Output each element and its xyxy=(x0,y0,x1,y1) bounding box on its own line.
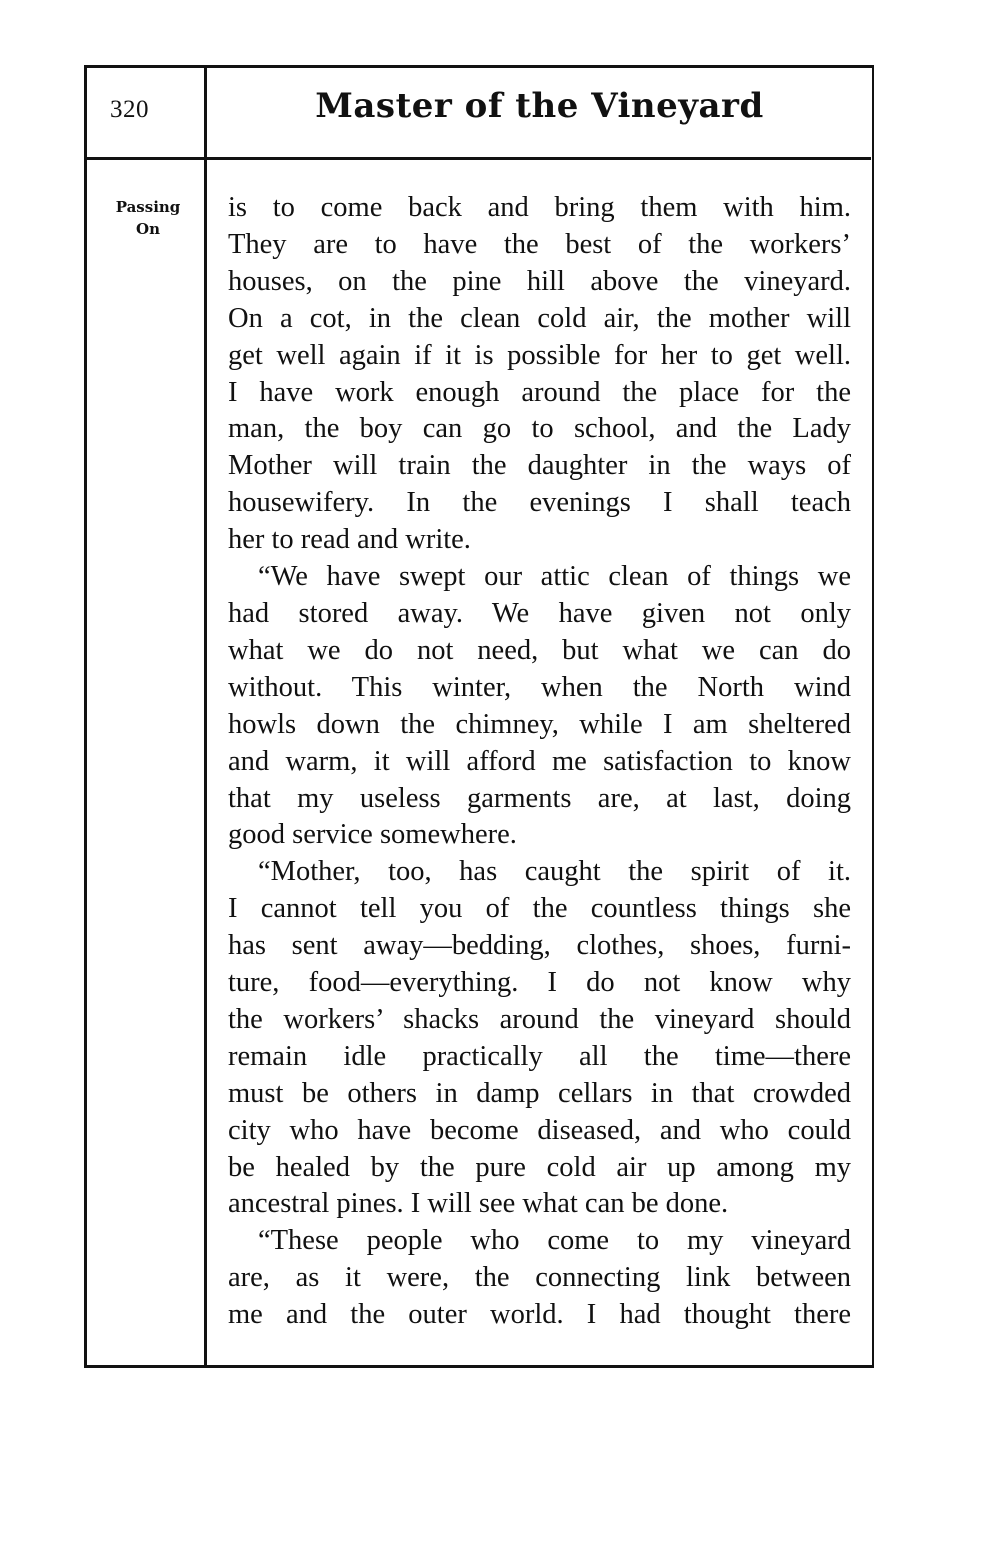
text-line: are, as it were, the connecting link between xyxy=(228,1262,851,1294)
text-line: without. This winter, when the North wind xyxy=(228,671,851,703)
text-line: what we do not need, but what we can do xyxy=(228,634,851,666)
text-line: is to come back and bring them with him. xyxy=(228,192,851,223)
margin-note-line-2: On xyxy=(136,220,160,238)
text-line: has sent away—bedding, clothes, shoes, furni- xyxy=(228,930,851,962)
text-line: remain idle practically all the time—there xyxy=(228,1040,851,1072)
text-line: and warm, it will afford me satisfaction to know xyxy=(228,745,851,777)
text-line: city who have become diseased, and who could xyxy=(228,1114,851,1146)
text-line: housewifery. In the evenings I shall teach xyxy=(228,487,851,519)
text-line: howls down the chimney, while I am sheltered xyxy=(228,708,851,740)
body-text xyxy=(228,190,851,1334)
text-line: “We have swept our attic clean of things we xyxy=(258,561,851,593)
text-line: houses, on the pine hill above the vineyard. xyxy=(228,265,851,297)
text-line: “Mother, too, has caught the spirit of it. xyxy=(258,856,851,888)
text-line: ture, food—everything. I do not know why xyxy=(228,967,851,999)
page-number: 320 xyxy=(110,96,149,123)
header-divider xyxy=(84,157,871,160)
margin-note xyxy=(100,196,196,240)
text-line: the workers’ shacks around the vineyard should xyxy=(228,1003,851,1035)
text-line: had stored away. We have given not only xyxy=(228,597,851,629)
text-line: I have work enough around the place for the xyxy=(228,376,851,408)
text-line: must be others in damp cellars in that crowded xyxy=(228,1077,851,1109)
text-line: get well again if it is possible for her to get well. xyxy=(228,339,851,371)
margin-divider xyxy=(204,68,207,1365)
text-line: ancestral pines. I will see what can be done. xyxy=(228,1188,729,1220)
text-line: man, the boy can go to school, and the Lady xyxy=(228,413,851,445)
text-line: Mother will train the daughter in the ways of xyxy=(228,450,851,482)
text-line: I cannot tell you of the countless things she xyxy=(228,893,851,925)
text-line: her to read and write. xyxy=(228,524,471,556)
running-title: Master of the Vineyard xyxy=(315,86,764,126)
text-line: On a cot, in the clean cold air, the mother will xyxy=(228,302,851,334)
margin-note-line-1: Passing xyxy=(115,198,181,216)
text-line: me and the outer world. I had thought there xyxy=(228,1299,851,1331)
text-line: that my useless garments are, at last, doing xyxy=(228,782,851,814)
text-line: good service somewhere. xyxy=(228,819,517,851)
text-line: They are to have the best of the workers’ xyxy=(228,228,851,260)
text-line: be healed by the pure cold air up among my xyxy=(228,1151,851,1183)
text-line: “These people who come to my vineyard xyxy=(258,1225,851,1257)
